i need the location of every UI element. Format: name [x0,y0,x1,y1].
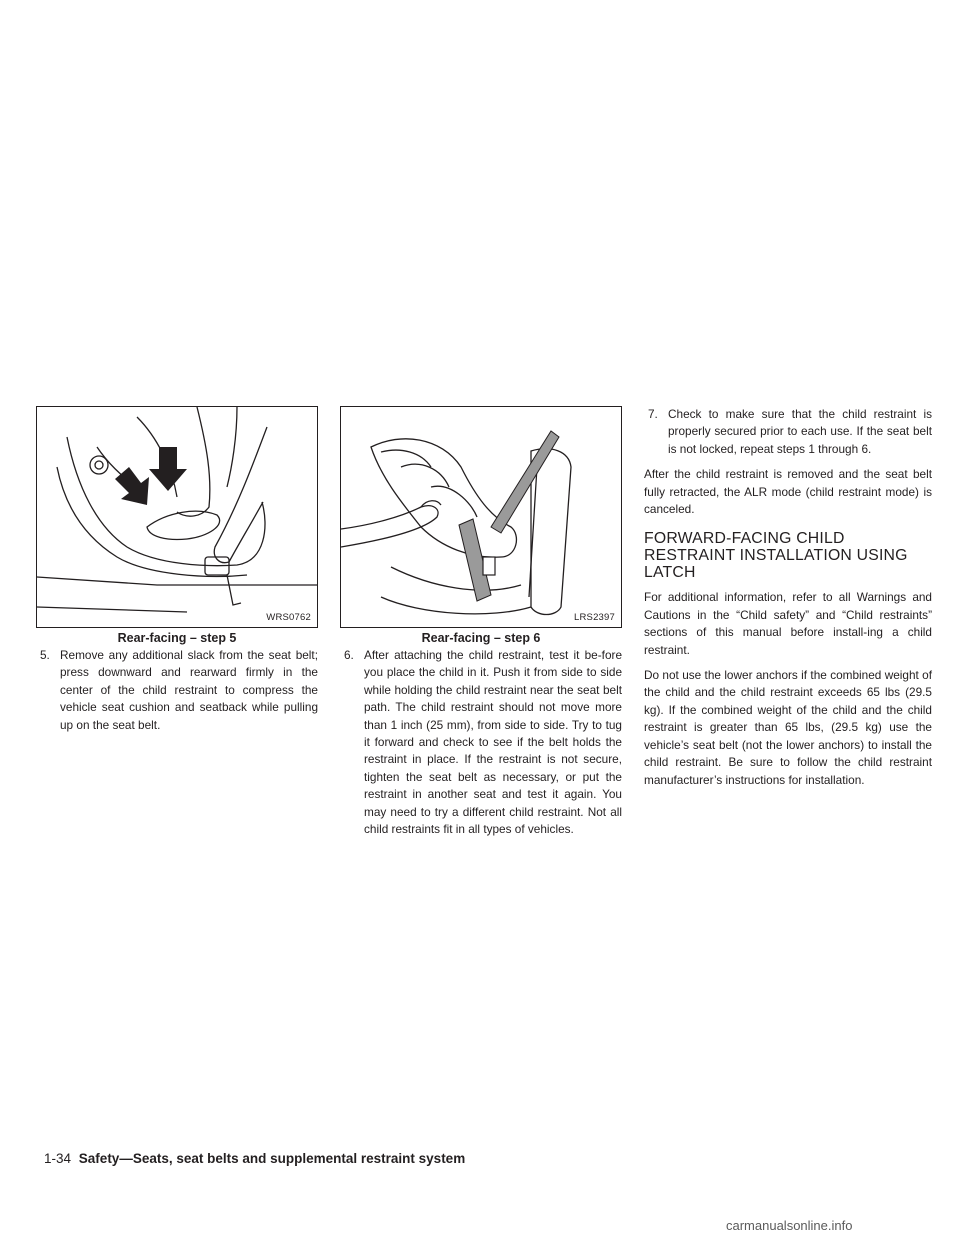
figure-code: LRS2397 [573,612,615,623]
step-number: 7. [648,407,658,421]
step-text: Remove any additional slack from the seat belt; press downward and rearward firmly in the center of the child restraint to compress the vehicle seat cushion and seatback while pulling up on the seat belt. [60,648,318,732]
figure-rear-facing-step-5 [36,406,318,628]
chapter-title: Safety—Seats, seat belts and supplemental restraint system [78,1151,466,1166]
step-6 [340,647,622,838]
figure-rear-facing-step-6 [340,406,622,628]
alr-paragraph: After the child restraint is removed and the seat belt fully retracted, the ALR mode (child restraint mode) is canceled. [644,467,932,517]
step-number: 5. [40,648,50,662]
figure-caption: Rear-facing – step 5 [117,631,237,645]
child-seat-test-illustration [341,407,621,627]
lower-anchors-paragraph: Do not use the lower anchors if the combined weight of the child and the child restraint exceeds 65 lbs (29.5 kg). If the combined weight of the child and the child restraint is greater than 65 lbs, (29.5 kg) use the vehicle’s seat belt (not the lower anchors) to install the child restraint. Be sure to follow the child restraint manufacturer’s instructions for installation. [644,668,932,787]
step-7 [644,406,932,458]
figure-code: WRS0762 [266,612,311,623]
column-right [644,406,932,789]
step-5 [36,647,318,734]
info-paragraph: For additional information, refer to all Warnings and Cautions in the “Child safety” and “Child restraints” sections of this manual before install-ing a child restraint. [644,590,932,657]
column-left [36,406,318,734]
page-number: 1-34 [44,1151,72,1166]
child-seat-press-illustration [37,407,317,627]
column-middle [340,406,622,838]
page-footer [44,1151,465,1166]
section-heading: FORWARD-FACING CHILD RESTRAINT INSTALLATION USING LATCH [644,530,908,582]
step-number: 6. [344,648,354,662]
step-text: Check to make sure that the child restraint is properly secured prior to each use. If the seat belt is not locked, repeat steps 1 through 6. [668,407,932,456]
watermark-link[interactable]: carmanualsonline.info [726,1218,853,1233]
step-text: After attaching the child restraint, test it be-fore you place the child in it. Push it from side to side while holding the child restraint near the seat belt path. The child restraint should not move more than 1 inch (25 mm), from side to side. Try to tug it forward and check to see if the belt holds the restraint in place. If the restraint is not secure, tighten the seat belt as necessary, or put the restraint in another seat and test it again. You may need to try a different child restraint. Not all child restraints fit in all types of vehicles. [364,648,622,837]
figure-caption: Rear-facing – step 6 [421,631,541,645]
